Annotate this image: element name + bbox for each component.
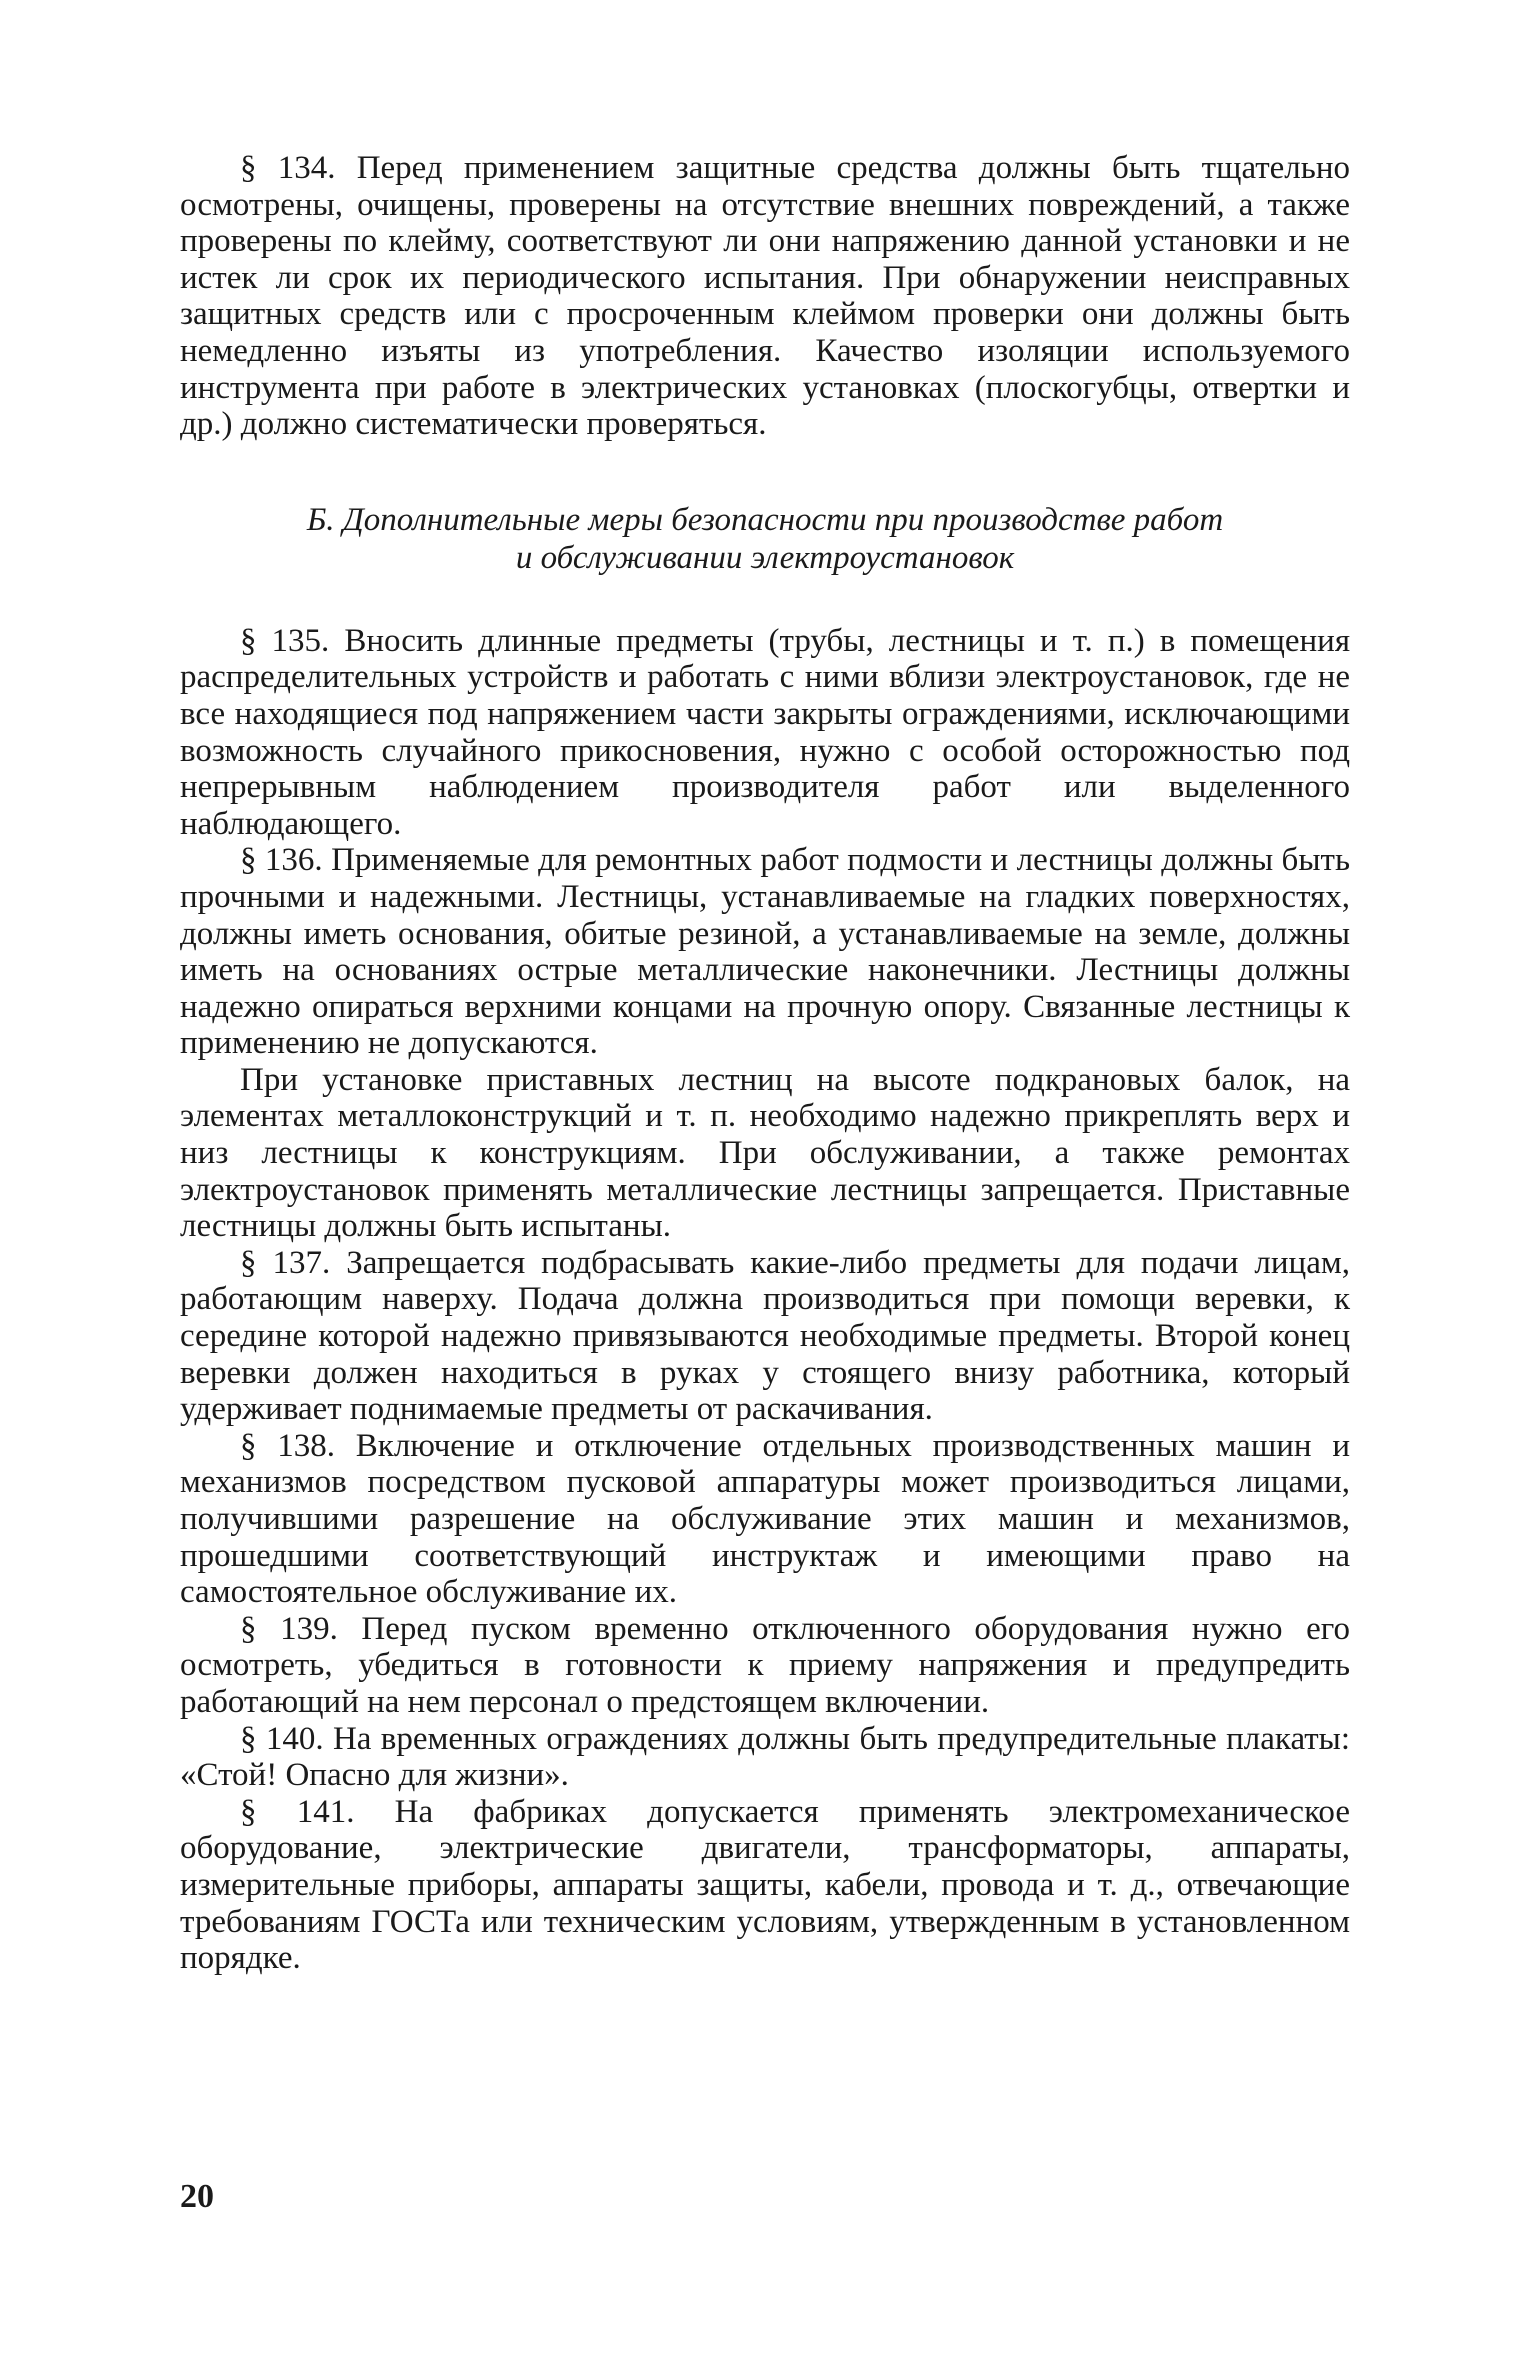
paragraph-134: § 134. Перед применением защитные средства должны быть тщательно осмотрены, очищены, проверены на отсутствие внешних повреждений, а также проверены по клейму, соответствуют ли они напряжению данной установки и не истек ли срок их периодического испытания. При обнаружении неисправных защитных средств или с просроченным клеймом проверки они должны быть немедленно изъяты из употребления. Качество изоляции используемого инструмента при работе в электрических установках (плоскогубцы, отвертки и др.) должно систематически проверяться.	[180, 150, 1350, 443]
paragraph-140: § 140. На временных ограждениях должны быть предупредительные плакаты: «Стой! Опасно для жизни».	[180, 1720, 1350, 1794]
section-heading-line-1: Б. Дополнительные меры безопасности при производстве работ	[306, 501, 1224, 538]
paragraph-136-ladders: При установке приставных лестниц на высоте подкрановых балок, на элементах металлоконструкций и т. п. необходимо надежно прикреплять верх и низ лестницы к конструкциям. При обслуживании, а также ремонтах электроустановок применять металлические лестницы запрещается. Приставные лестницы должны быть испытаны.	[180, 1061, 1350, 1245]
section-heading	[180, 501, 1350, 577]
paragraph-137: § 137. Запрещается подбрасывать какие-либо предметы для подачи лицам, работающим наверху. Подача должна производиться при помощи веревки, к середине которой надежно привязываются необходимые предметы. Второй конец веревки должен находиться в руках у стоящего внизу работника, который удерживает поднимаемые предметы от раскачивания.	[180, 1244, 1350, 1428]
section-heading-line-2: и обслуживании электроустановок	[515, 539, 1015, 576]
paragraph-136: § 136. Применяемые для ремонтных работ подмости и лестницы должны быть прочными и надежными. Лестницы, устанавливаемые на гладких поверхностях, должны иметь основания, обитые резиной, а устанавливаемые на земле, должны иметь на основаниях острые металлические наконечники. Лестницы должны надежно опираться верхними концами на прочную опору. Связанные лестницы к применению не допускаются.	[180, 842, 1350, 1062]
paragraph-139: § 139. Перед пуском временно отключенного оборудования нужно его осмотреть, убедиться в готовности к приему напряжения и предупредить работающий на нем персонал о предстоящем включении.	[180, 1610, 1350, 1720]
paragraph-141: § 141. На фабриках допускается применять электромеханическое оборудование, электрические двигатели, трансформаторы, аппараты, измерительные приборы, аппараты защиты, кабели, провода и т. д., отвечающие требованиям ГОСТа или техническим условиям, утвержденным в установленном порядке.	[180, 1793, 1350, 1977]
page-number: 20	[180, 2178, 214, 2215]
page-body	[180, 150, 1350, 1977]
paragraph-135: § 135. Вносить длинные предметы (трубы, лестницы и т. п.) в помещения распределительных устройств и работать с ними вблизи электроустановок, где не все находящиеся под напряжением части закрыты ограждениями, исключающими возможность случайного прикосновения, нужно с особой осторожностью под непрерывным наблюдением производителя работ или выделенного наблюдающего.	[180, 622, 1350, 842]
paragraph-138: § 138. Включение и отключение отдельных производственных машин и механизмов посредством пусковой аппаратуры может производиться лицами, получившими разрешение на обслуживание этих машин и механизмов, прошедшими соответствующий инструктаж и имеющими право на самостоятельное обслуживание их.	[180, 1427, 1350, 1611]
